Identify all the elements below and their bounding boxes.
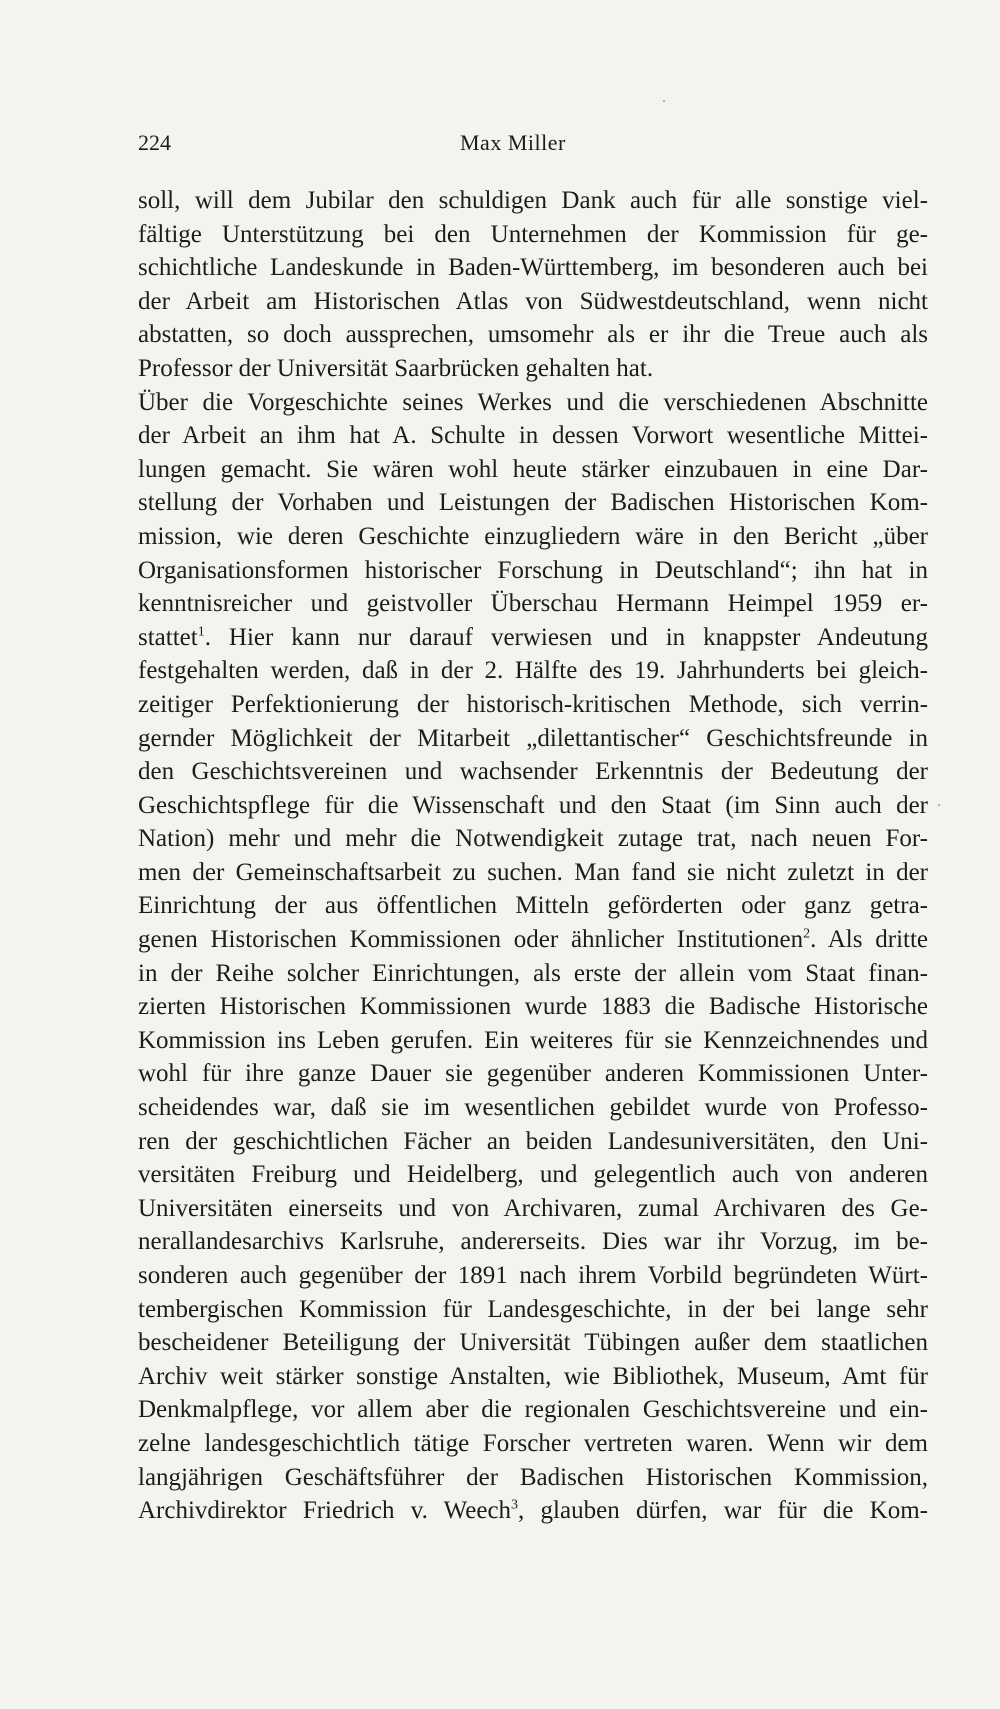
text-line: fältige Unterstützung bei den Unternehmen der Kommission für ge-: [138, 220, 928, 248]
paper-speck: [663, 100, 665, 102]
text-segment: Archivdirektor Friedrich v. Weech: [138, 1497, 512, 1525]
text-line: der Arbeit am Historischen Atlas von Südwestdeutschland, wenn nicht: [138, 287, 928, 315]
page-header: [138, 128, 928, 158]
text-line: Nation) mehr und mehr die Notwendigkeit zutage trat, nach neuen For-: [138, 825, 928, 853]
text-line: der Arbeit an ihm hat A. Schulte in dessen Vorwort wesentliche Mittei-: [138, 422, 928, 450]
text-line: lungen gemacht. Sie wären wohl heute stärker einzubauen in eine Dar-: [138, 455, 928, 483]
text-line: abstatten, so doch aussprechen, umsomehr als er ihr die Treue auch als: [138, 321, 928, 349]
text-line: tembergischen Kommission für Landesgeschichte, in der bei lange sehr: [138, 1295, 928, 1323]
text-line-with-footnote: [138, 923, 928, 957]
text-line: mission, wie deren Geschichte einzugliedern wäre in den Bericht „über: [138, 522, 928, 550]
text-line: men der Gemeinschaftsarbeit zu suchen. Man fand sie nicht zuletzt in der: [138, 858, 928, 886]
text-line: sonderen auch gegenüber der 1891 nach ihrem Vorbild begründeten Würt-: [138, 1262, 928, 1289]
body-text: [138, 184, 928, 1528]
text-line-with-footnote: [138, 621, 928, 655]
text-line: Einrichtung der aus öffentlichen Mitteln geförderten oder ganz getra-: [138, 892, 928, 920]
text-line: Kommission ins Leben gerufen. Ein weiteres für sie Kennzeichnendes und: [138, 1026, 928, 1054]
running-head-author: Max Miller: [460, 130, 566, 155]
text-line: soll, will dem Jubilar den schuldigen Dank auch für alle sonstige viel-: [138, 187, 928, 214]
text-line: wohl für ihre ganze Dauer sie gegenüber anderen Kommissionen Unter-: [138, 1060, 928, 1088]
footnote-marker: 1: [197, 624, 205, 640]
text-segment: . Als dritte: [810, 926, 928, 954]
text-line: Geschichtspflege für die Wissenschaft und den Staat (im Sinn auch der: [138, 791, 928, 819]
text-line: schichtliche Landeskunde in Baden-Württemberg, im besonderen auch bei: [138, 254, 928, 282]
text-segment: genen Historischen Kommissionen oder ähnlicher Institutionen: [138, 926, 804, 954]
footnote-marker: 2: [803, 926, 811, 942]
text-line: zeitiger Perfektionierung der historisch-kritischen Methode, sich verrin-: [138, 690, 928, 718]
text-line-with-footnote: [138, 1494, 928, 1528]
text-line: bescheidener Beteiligung der Universität Tübingen außer dem staatlichen: [138, 1329, 928, 1357]
text-line: scheidendes war, daß sie im wesentlichen gebildet wurde von Professo-: [138, 1094, 928, 1122]
text-line: Denkmalpflege, vor allem aber die regionalen Geschichtsvereine und ein-: [138, 1396, 928, 1424]
text-line: Organisationsformen historischer Forschung in Deutschland“; ihn hat in: [138, 556, 928, 584]
text-line: nerallandesarchivs Karlsruhe, andererseits. Dies war ihr Vorzug, im be-: [138, 1228, 928, 1256]
text-line: Professor der Universität Saarbrücken gehalten hat.: [138, 354, 654, 382]
text-segment: , glauben dürfen, war für die Kom-: [518, 1497, 928, 1525]
text-line: Archiv weit stärker sonstige Anstalten, wie Bibliothek, Museum, Amt für: [138, 1362, 928, 1390]
text-line: langjährigen Geschäftsführer der Badischen Historischen Kommission,: [138, 1463, 928, 1491]
text-line: ren der geschichtlichen Fächer an beiden Landesuniversitäten, den Uni-: [138, 1127, 928, 1155]
text-line: zelne landesgeschichtlich tätige Forscher vertreten waren. Wenn wir dem: [138, 1429, 928, 1457]
text-line: Über die Vorgeschichte seines Werkes und die verschiedenen Abschnitte: [138, 388, 928, 416]
text-line: stellung der Vorhaben und Leistungen der Badischen Historischen Kom-: [138, 489, 928, 517]
text-segment: . Hier kann nur darauf verwiesen und in knappster Andeutung: [204, 623, 928, 651]
text-line: kenntnisreicher und geistvoller Überschau Hermann Heimpel 1959 er-: [138, 590, 928, 618]
text-segment: stattet: [138, 623, 198, 651]
text-line: zierten Historischen Kommissionen wurde 1883 die Badische Historische: [138, 993, 928, 1021]
text-line: gernder Möglichkeit der Mitarbeit „dilettantischer“ Geschichtsfreunde in: [138, 724, 928, 752]
text-line: in der Reihe solcher Einrichtungen, als erste der allein vom Staat finan-: [138, 959, 928, 987]
page-number: 224: [138, 130, 171, 155]
text-line: den Geschichtsvereinen und wachsender Erkenntnis der Bedeutung der: [138, 758, 928, 786]
paper-speck: [938, 804, 940, 806]
text-line: Universitäten einerseits und von Archivaren, zumal Archivaren des Ge-: [138, 1194, 928, 1222]
text-line: festgehalten werden, daß in der 2. Hälfte des 19. Jahrhunderts bei gleich-: [138, 657, 928, 685]
text-line: versitäten Freiburg und Heidelberg, und gelegentlich auch von anderen: [138, 1161, 928, 1189]
footnote-marker: 3: [511, 1497, 519, 1513]
